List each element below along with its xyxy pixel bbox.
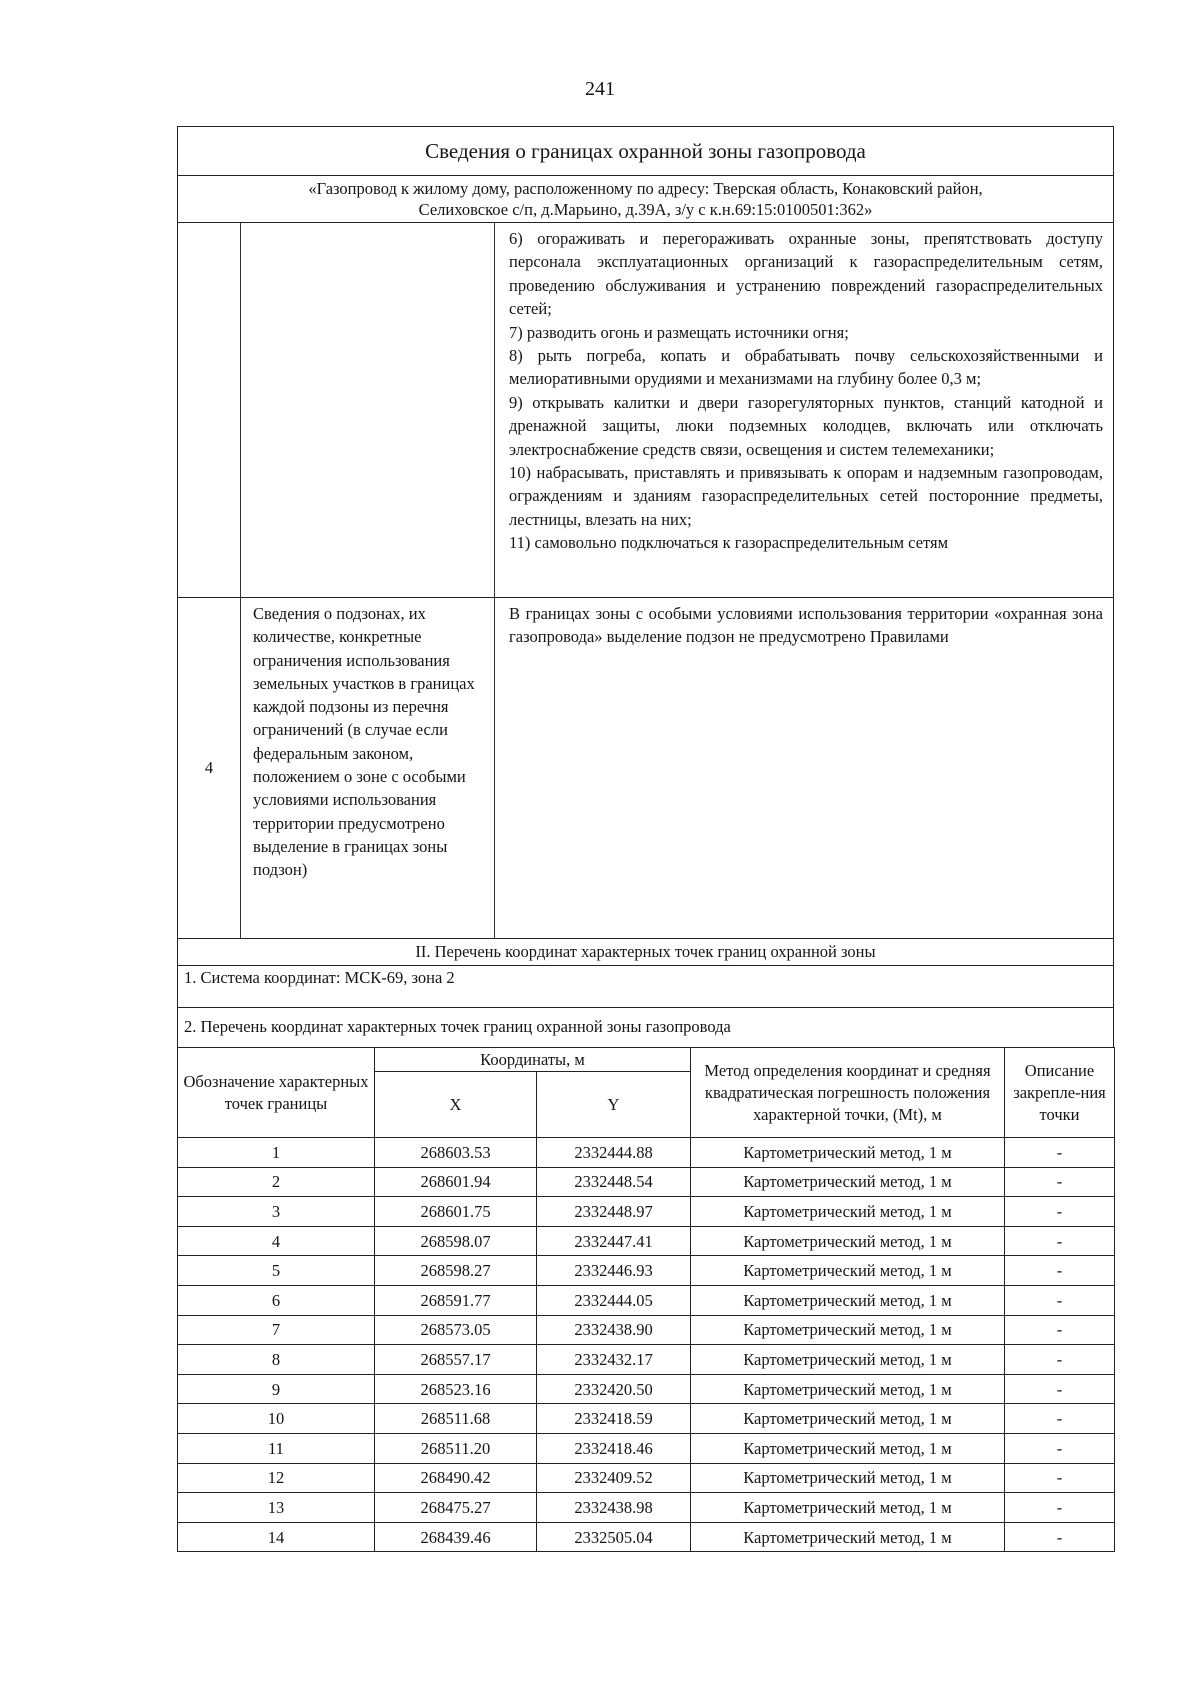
coordinates-table-body bbox=[178, 1138, 1115, 1552]
method-cell: Картометрический метод, 1 м bbox=[691, 1374, 1005, 1404]
description-cell: - bbox=[1005, 1522, 1115, 1552]
description-cell: - bbox=[1005, 1315, 1115, 1345]
description-cell: - bbox=[1005, 1226, 1115, 1256]
subzones-label: Сведения о подзонах, их количестве, конкретные ограничения использования земельных участков в границах каждой подзоны из перечня ограничений (в случае если федеральным законом, положением о зоне с особыми условиями использования территории предусмотрено выделение в границах зоны подзон) bbox=[240, 598, 494, 938]
x-coordinate-cell: 268598.27 bbox=[375, 1256, 537, 1286]
point-number-cell: 4 bbox=[178, 1226, 375, 1256]
method-cell: Картометрический метод, 1 м bbox=[691, 1493, 1005, 1523]
y-coordinate-cell: 2332444.05 bbox=[537, 1285, 691, 1315]
point-number-cell: 13 bbox=[178, 1493, 375, 1523]
x-coordinate-cell: 268475.27 bbox=[375, 1493, 537, 1523]
x-coordinate-cell: 268573.05 bbox=[375, 1315, 537, 1345]
table-row bbox=[178, 1433, 1115, 1463]
description-cell: - bbox=[1005, 1345, 1115, 1375]
y-coordinate-cell: 2332444.88 bbox=[537, 1138, 691, 1168]
restriction-item: 10) набрасывать, приставлять и привязывать к опорам и надземным газопроводам, ограждениям и зданиям газораспределительных сетей посторонние предметы, лестницы, влезать на них; bbox=[509, 463, 1103, 529]
method-cell: Картометрический метод, 1 м bbox=[691, 1167, 1005, 1197]
description-cell: - bbox=[1005, 1285, 1115, 1315]
y-coordinate-cell: 2332448.54 bbox=[537, 1167, 691, 1197]
restriction-item: 9) открывать калитки и двери газорегуляторных пунктов, станций катодной и дренажной защиты, люки подземных колодцев, включать или отключать электроснабжение средств связи, освещения и систем телемеханики; bbox=[509, 392, 1103, 459]
method-cell: Картометрический метод, 1 м bbox=[691, 1463, 1005, 1493]
x-coordinate-cell: 268598.07 bbox=[375, 1226, 537, 1256]
x-coordinate-cell: 268601.94 bbox=[375, 1167, 537, 1197]
subzones-row bbox=[177, 597, 1114, 938]
subtitle-line-1: «Газопровод к жилому дому, расположенному по адресу: Тверская область, Конаковский район, bbox=[308, 179, 983, 198]
description-cell: - bbox=[1005, 1256, 1115, 1286]
table-row bbox=[178, 1493, 1115, 1523]
method-cell: Картометрический метод, 1 м bbox=[691, 1522, 1005, 1552]
row-number bbox=[178, 223, 240, 597]
description-cell: - bbox=[1005, 1433, 1115, 1463]
header-coordinates: Координаты, м bbox=[375, 1048, 691, 1072]
point-number-cell: 10 bbox=[178, 1404, 375, 1434]
point-number-cell: 11 bbox=[178, 1433, 375, 1463]
y-coordinate-cell: 2332409.52 bbox=[537, 1463, 691, 1493]
gas-pipeline-subtitle bbox=[177, 175, 1114, 222]
point-number-cell: 8 bbox=[178, 1345, 375, 1375]
description-cell: - bbox=[1005, 1493, 1115, 1523]
table-row bbox=[178, 1315, 1115, 1345]
description-cell: - bbox=[1005, 1463, 1115, 1493]
point-number-cell: 12 bbox=[178, 1463, 375, 1493]
method-cell: Картометрический метод, 1 м bbox=[691, 1285, 1005, 1315]
point-number-cell: 2 bbox=[178, 1167, 375, 1197]
table-row bbox=[178, 1226, 1115, 1256]
table-row bbox=[178, 1374, 1115, 1404]
header-method: Метод определения координат и средняя квадратическая погрешность положения характерной точки, (Mt), м bbox=[691, 1048, 1005, 1138]
description-cell: - bbox=[1005, 1404, 1115, 1434]
page-number: 241 bbox=[585, 78, 615, 100]
header-y: Y bbox=[537, 1072, 691, 1138]
point-number-cell: 7 bbox=[178, 1315, 375, 1345]
row-number: 4 bbox=[204, 758, 214, 777]
description-cell: - bbox=[1005, 1374, 1115, 1404]
x-coordinate-cell: 268511.20 bbox=[375, 1433, 537, 1463]
restrictions-list bbox=[494, 223, 1113, 597]
table-row bbox=[178, 1463, 1115, 1493]
point-number-cell: 1 bbox=[178, 1138, 375, 1168]
method-cell: Картометрический метод, 1 м bbox=[691, 1433, 1005, 1463]
restriction-item: 11) самовольно подключаться к газораспределительным сетям bbox=[509, 533, 949, 553]
x-coordinate-cell: 268601.75 bbox=[375, 1197, 537, 1227]
document-body bbox=[177, 126, 1114, 1552]
coordinates-table bbox=[177, 1047, 1115, 1552]
table-row bbox=[178, 1285, 1115, 1315]
y-coordinate-cell: 2332420.50 bbox=[537, 1374, 691, 1404]
method-cell: Картометрический метод, 1 м bbox=[691, 1404, 1005, 1434]
table-row bbox=[178, 1404, 1115, 1434]
restriction-item: 7) разводить огонь и размещать источники огня; bbox=[509, 322, 849, 342]
table-row bbox=[178, 1345, 1115, 1375]
row-label bbox=[240, 223, 494, 597]
x-coordinate-cell: 268439.46 bbox=[375, 1522, 537, 1552]
table-row bbox=[178, 1522, 1115, 1552]
header-x: X bbox=[375, 1072, 537, 1138]
point-number-cell: 6 bbox=[178, 1285, 375, 1315]
y-coordinate-cell: 2332447.41 bbox=[537, 1226, 691, 1256]
description-cell: - bbox=[1005, 1138, 1115, 1168]
table-row bbox=[178, 1256, 1115, 1286]
x-coordinate-cell: 268557.17 bbox=[375, 1345, 537, 1375]
restriction-item: 8) рыть погреба, копать и обрабатывать почву сельскохозяйственными и мелиоративными орудиями и механизмами на глубину более 0,3 м; bbox=[509, 346, 1103, 389]
method-cell: Картометрический метод, 1 м bbox=[691, 1256, 1005, 1286]
table-row bbox=[178, 1197, 1115, 1227]
point-number-cell: 3 bbox=[178, 1197, 375, 1227]
header-description: Описание закрепле-ния точки bbox=[1005, 1048, 1115, 1138]
x-coordinate-cell: 268591.77 bbox=[375, 1285, 537, 1315]
point-number-cell: 14 bbox=[178, 1522, 375, 1552]
document-title: Сведения о границах охранной зоны газопровода bbox=[177, 126, 1114, 175]
y-coordinate-cell: 2332505.04 bbox=[537, 1522, 691, 1552]
method-cell: Картометрический метод, 1 м bbox=[691, 1345, 1005, 1375]
method-cell: Картометрический метод, 1 м bbox=[691, 1315, 1005, 1345]
section-2-title: II. Перечень координат характерных точек границ охранной зоны bbox=[177, 938, 1114, 965]
point-number-cell: 5 bbox=[178, 1256, 375, 1286]
y-coordinate-cell: 2332448.97 bbox=[537, 1197, 691, 1227]
restrictions-row bbox=[177, 222, 1114, 597]
points-list-title: 2. Перечень координат характерных точек границ охранной зоны газопровода bbox=[177, 1007, 1114, 1047]
y-coordinate-cell: 2332438.98 bbox=[537, 1493, 691, 1523]
method-cell: Картометрический метод, 1 м bbox=[691, 1226, 1005, 1256]
header-designation: Обозначение характерных точек границы bbox=[178, 1048, 375, 1138]
point-number-cell: 9 bbox=[178, 1374, 375, 1404]
description-cell: - bbox=[1005, 1167, 1115, 1197]
y-coordinate-cell: 2332432.17 bbox=[537, 1345, 691, 1375]
restriction-item: 6) огораживать и перегораживать охранные зоны, препятствовать доступу персонала эксплуатационных организаций к газораспределительным сетям, проведению обслуживания и устранению повреждений газораспределительных сетей; bbox=[509, 229, 1103, 319]
method-cell: Картометрический метод, 1 м bbox=[691, 1138, 1005, 1168]
x-coordinate-cell: 268523.16 bbox=[375, 1374, 537, 1404]
x-coordinate-cell: 268490.42 bbox=[375, 1463, 537, 1493]
y-coordinate-cell: 2332418.59 bbox=[537, 1404, 691, 1434]
x-coordinate-cell: 268511.68 bbox=[375, 1404, 537, 1434]
method-cell: Картометрический метод, 1 м bbox=[691, 1197, 1005, 1227]
description-cell: - bbox=[1005, 1197, 1115, 1227]
coordinate-system: 1. Система координат: МСК-69, зона 2 bbox=[177, 965, 1114, 1007]
table-row bbox=[178, 1138, 1115, 1168]
x-coordinate-cell: 268603.53 bbox=[375, 1138, 537, 1168]
y-coordinate-cell: 2332438.90 bbox=[537, 1315, 691, 1345]
y-coordinate-cell: 2332446.93 bbox=[537, 1256, 691, 1286]
subtitle-line-2: Селиховское с/п, д.Марьино, д.39А, з/у с к.н.69:15:0100501:362» bbox=[418, 200, 873, 219]
subzones-text: В границах зоны с особыми условиями использования территории «охранная зона газопровода» выделение подзон не предусмотрено Правилами bbox=[494, 598, 1113, 938]
table-row bbox=[178, 1167, 1115, 1197]
y-coordinate-cell: 2332418.46 bbox=[537, 1433, 691, 1463]
